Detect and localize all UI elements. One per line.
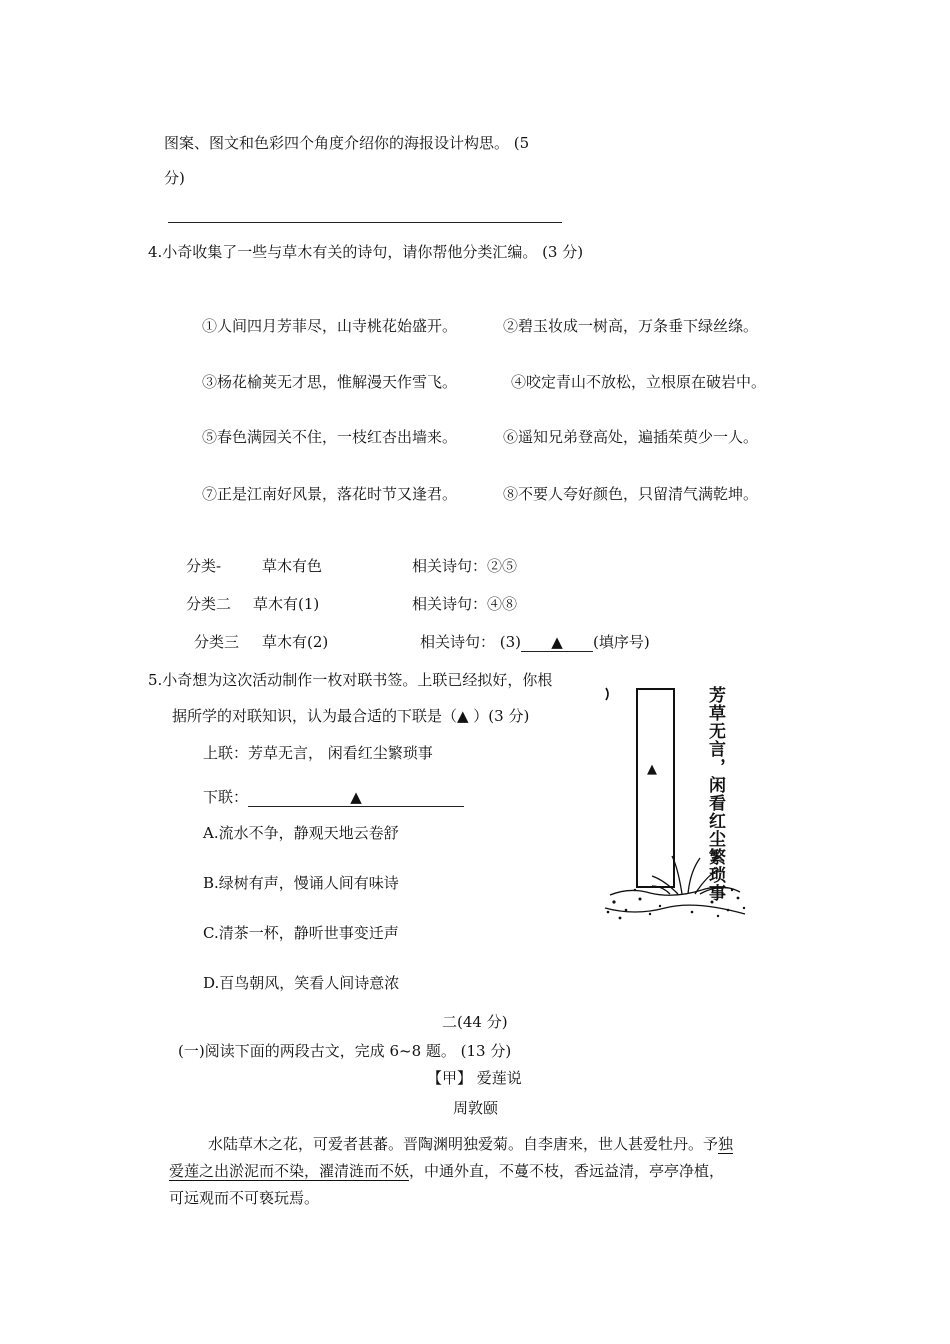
bookmark-vertical-text: 芳草无言，闲看红尘繁琐事 [705,686,725,902]
section-2-instruction: (一)阅读下面的两段古文，完成 6~8 题。 (13 分) [178,1042,512,1060]
couplet-upper: 上联：芳草无言， 闲看红尘繁琐事 [203,744,433,762]
passage-line-2-text: ，中通外直，不蔓不枝，香远益清，亭亭净植， [409,1162,725,1180]
poem-5: ⑤春色满园关不住，一枝红杏出墙来。 [202,428,458,446]
poem-3: ③杨花榆荚无才思，惟解漫天作雪飞。 [202,373,458,391]
category-3-answer-blank[interactable]: ▲ [521,633,593,652]
bookmark-corner-mark [606,688,608,700]
section-2-title: 二(44 分) [442,1013,508,1031]
passage-title: 【甲】 爱莲说 [427,1069,522,1087]
poem-6: ⑥遥知兄弟登高处，遍插茱萸少一人。 [503,428,759,446]
bookmark-frame [637,689,674,887]
passage-line-2-underlined: 爱莲之出淤泥而不染，濯清涟而不妖 [169,1162,410,1180]
q3-answer-line [168,222,562,223]
category-3-suffix: (填序号) [593,633,650,651]
q3-text-line1: 图案、图文和色彩四个角度介绍你的海报设计构思。 (5 [164,134,530,152]
poem-2: ②碧玉妆成一树高，万条垂下绿丝绦。 [503,317,759,335]
poem-7: ⑦正是江南好风景，落花时节又逢君。 [202,485,458,503]
option-d: D.百鸟朝风，笑看人间诗意浓 [203,974,400,992]
category-2-label: 分类二 [186,595,232,613]
passage-line-2 [169,1161,724,1181]
couplet-lower [203,787,464,807]
couplet-lower-label: 下联： [203,788,249,806]
passage-line-3: 可远观而不可亵玩焉。 [169,1189,320,1207]
category-2-name: 草木有(1) [253,595,320,613]
poem-8: ⑧不要人夸好颜色，只留清气满乾坤。 [503,485,759,503]
option-a: A.流水不争，静观天地云卷舒 [203,824,399,842]
category-3-name: 草木有(2) [262,633,329,651]
category-3-related [420,632,650,652]
category-3-label: 分类三 [194,633,240,651]
passage-line-1-text: 水陆草木之花，可爱者甚蕃。晋陶渊明独爱菊。自李唐来，世人甚爱牡丹。予 [208,1135,719,1153]
category-1-name: 草木有色 [262,557,323,575]
category-3-related-prefix: 相关诗句： (3) [420,633,522,651]
bookmark-illustration [600,680,750,925]
category-2-related: 相关诗句：④⑧ [412,595,518,613]
passage-line-1-underlined: 独 [718,1135,734,1153]
passage-line-1 [208,1134,733,1154]
q5-prompt-line2: 据所学的对联知识，认为最合适的下联是（▲ ）(3 分) [172,707,530,725]
bookmark-marker: ▲ [647,762,657,777]
option-b: B.绿树有声，慢诵人间有味诗 [203,874,399,892]
poem-1: ①人间四月芳菲尽，山寺桃花始盛开。 [202,317,458,335]
couplet-lower-blank[interactable]: ▲ [248,788,464,807]
q5-prompt-line1: 5.小奇想为这次活动制作一枚对联书签。上联已经拟好，你根 [148,671,553,689]
passage-author: 周敦颐 [453,1099,499,1117]
q4-prompt: 4.小奇收集了一些与草木有关的诗句，请你帮他分类汇编。 (3 分) [148,243,584,261]
category-1-label: 分类- [186,557,222,575]
option-c: C.清茶一杯，静听世事变迁声 [203,924,399,942]
q3-text-line2: 分) [164,169,185,187]
category-1-related: 相关诗句：②⑤ [412,557,518,575]
poem-4: ④咬定青山不放松，立根原在破岩中。 [511,373,767,391]
